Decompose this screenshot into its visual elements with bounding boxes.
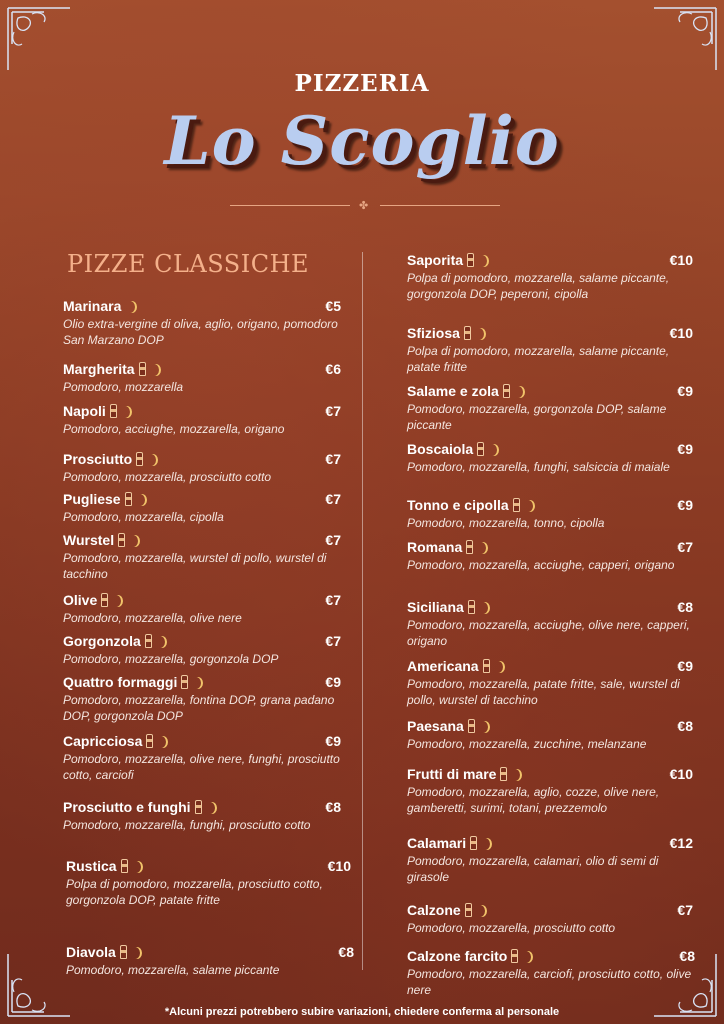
- menu-item-price: €7: [325, 403, 341, 419]
- corner-ornament-top-right: [650, 4, 720, 74]
- bottle-icon: [181, 675, 188, 689]
- menu-item-name: Olive: [63, 592, 98, 608]
- menu-item-name: Pugliese: [63, 491, 121, 507]
- diamond-icon: ✤: [359, 200, 369, 212]
- menu-item-description: Polpa di pomodoro, mozzarella, salame piccante, gorgonzola DOP, peperoni, cipolla: [407, 271, 670, 301]
- corner-ornament-top-left: [4, 4, 74, 74]
- menu-item-price: €9: [677, 441, 693, 457]
- menu-item-description: Pomodoro, mozzarella: [63, 380, 184, 394]
- menu-item-description: Pomodoro, mozzarella, funghi, prosciutto cotto: [63, 818, 311, 832]
- menu-item-price: €10: [669, 766, 693, 782]
- menu-item-description: Pomodoro, mozzarella, zucchine, melanzane: [407, 737, 647, 751]
- menu-item-name: Prosciutto e funghi: [63, 799, 191, 815]
- menu-item-price: €7: [325, 592, 341, 608]
- bottle-icon: [110, 404, 117, 418]
- menu-item-price: €9: [677, 383, 693, 399]
- menu-item: [63, 451, 341, 485]
- menu-item: [66, 858, 351, 908]
- crescent-icon: [149, 364, 158, 376]
- menu-item-price: €8: [677, 599, 693, 615]
- menu-item-name: Rustica: [66, 858, 117, 874]
- bottle-icon: [145, 634, 152, 648]
- menu-item: [407, 441, 693, 475]
- menu-item: [63, 361, 341, 395]
- menu-item-name: Calzone farcito: [407, 948, 508, 964]
- crescent-icon: [513, 386, 522, 398]
- menu-item-description: Pomodoro, mozzarella, salame piccante: [66, 963, 280, 977]
- crescent-icon: [475, 905, 484, 917]
- menu-item-description: Pomodoro, mozzarella, acciughe, olive nere, capperi, origano: [407, 618, 690, 648]
- brand-logo-name: Lo Scoglio: [164, 102, 560, 180]
- menu-item-price: €10: [669, 325, 693, 341]
- menu-item: [63, 403, 341, 437]
- menu-item-description: Polpa di pomodoro, mozzarella, prosciutto cotto, gorgonzola DOP, patate fritte: [66, 877, 323, 907]
- menu-item-description: Pomodoro, mozzarella, tonno, cipolla: [407, 516, 605, 530]
- menu-item-description: Polpa di pomodoro, mozzarella, salame piccante, patate fritte: [407, 344, 670, 374]
- menu-item-description: Pomodoro, mozzarella, aglio, cozze, olive nere, gamberetti, surimi, totani, prezzemolo: [407, 785, 660, 815]
- crescent-icon: [128, 535, 137, 547]
- menu-item-description: Pomodoro, acciughe, mozzarella, origano: [63, 422, 285, 436]
- menu-item-name: Salame e zola: [407, 383, 499, 399]
- crescent-icon: [131, 861, 140, 873]
- bottle-icon: [470, 836, 477, 850]
- crescent-icon: [130, 947, 139, 959]
- crescent-icon: [120, 406, 129, 418]
- menu-item-name: Siciliana: [407, 599, 464, 615]
- menu-item: [407, 383, 693, 433]
- crescent-icon: [111, 595, 120, 607]
- bottle-icon: [467, 253, 474, 267]
- menu-item-description: Pomodoro, mozzarella, patate fritte, sale, wurstel di pollo, wurstel di tacchino: [407, 677, 680, 707]
- bottle-icon: [500, 767, 507, 781]
- menu-item-price: €9: [677, 497, 693, 513]
- menu-item-description: Pomodoro, mozzarella, gorgonzola DOP: [63, 652, 279, 666]
- bottle-icon: [465, 903, 472, 917]
- menu-item: [63, 532, 341, 582]
- menu-item-price: €8: [338, 944, 354, 960]
- crescent-icon: [146, 454, 155, 466]
- menu-item: [63, 799, 341, 833]
- menu-item: [407, 948, 695, 998]
- menu-item-price: €10: [327, 858, 351, 874]
- menu-item-name: Americana: [407, 658, 479, 674]
- crescent-icon: [493, 661, 502, 673]
- bottle-icon: [118, 533, 125, 547]
- ornament-icon: [4, 4, 74, 74]
- menu-item-description: Pomodoro, mozzarella, gorgonzola DOP, salame piccante: [407, 402, 667, 432]
- menu-item-name: Quattro formaggi: [63, 674, 178, 690]
- menu-item-description: Pomodoro, mozzarella, cipolla: [63, 510, 224, 524]
- menu-item-description: Pomodoro, mozzarella, fontina DOP, grana padano DOP, gorgonzola DOP: [63, 693, 335, 723]
- crescent-icon: [156, 736, 165, 748]
- title-divider: [230, 200, 500, 212]
- menu-item-price: €8: [325, 799, 341, 815]
- bottle-icon: [477, 442, 484, 456]
- menu-item: [407, 599, 693, 649]
- menu-item-name: Gorgonzola: [63, 633, 141, 649]
- crescent-icon: [476, 542, 485, 554]
- brand-subtitle: PIZZERIA: [294, 70, 430, 97]
- menu-item-description: Pomodoro, mozzarella, carciofi, prosciutto cotto, olive nere: [407, 967, 692, 997]
- menu-item: [407, 497, 693, 531]
- menu-item: [66, 944, 354, 978]
- menu-item-name: Tonno e cipolla: [407, 497, 509, 513]
- bottle-icon: [120, 945, 127, 959]
- menu-item: [407, 325, 693, 375]
- crescent-icon: [523, 500, 532, 512]
- menu-item-name: Frutti di mare: [407, 766, 497, 782]
- menu-item-name: Boscaiola: [407, 441, 474, 457]
- crescent-icon: [135, 494, 144, 506]
- crescent-icon: [155, 636, 164, 648]
- menu-item: [63, 592, 341, 626]
- menu-item-price: €7: [325, 491, 341, 507]
- menu-item-price: €7: [325, 451, 341, 467]
- menu-item-name: Capricciosa: [63, 733, 143, 749]
- crescent-icon: [478, 721, 487, 733]
- section-title: PIZZE CLASSICHE: [67, 250, 310, 278]
- menu-item-price: €7: [325, 633, 341, 649]
- menu-item-description: Pomodoro, mozzarella, wurstel di pollo, wurstel di tacchino: [63, 551, 327, 581]
- bottle-icon: [466, 540, 473, 554]
- menu-item-price: €12: [669, 835, 693, 851]
- menu-item-name: Napoli: [63, 403, 106, 419]
- bottle-icon: [513, 498, 520, 512]
- menu-item-description: Pomodoro, mozzarella, olive nere: [63, 611, 242, 625]
- menu-item-price: €7: [325, 532, 341, 548]
- menu-item-price: €7: [677, 902, 693, 918]
- ornament-icon: [650, 4, 720, 74]
- crescent-icon: [205, 802, 214, 814]
- menu-item: [407, 902, 693, 936]
- menu-item: [407, 539, 693, 573]
- menu-item-price: €10: [669, 252, 693, 268]
- menu-item-name: Paesana: [407, 718, 464, 734]
- menu-item-description: Pomodoro, mozzarella, funghi, salsiccia di maiale: [407, 460, 670, 474]
- menu-item-name: Saporita: [407, 252, 464, 268]
- menu-item-name: Prosciutto: [63, 451, 133, 467]
- menu-item-description: Pomodoro, mozzarella, prosciutto cotto: [407, 921, 616, 935]
- menu-item-description: Pomodoro, mozzarella, prosciutto cotto: [63, 470, 272, 484]
- bottle-icon: [136, 452, 143, 466]
- menu-item-price: €5: [325, 298, 341, 314]
- bottle-icon: [468, 600, 475, 614]
- bottle-icon: [139, 362, 146, 376]
- menu-item-name: Sfiziosa: [407, 325, 460, 341]
- crescent-icon: [521, 951, 530, 963]
- menu-item: [407, 718, 693, 752]
- crescent-icon: [191, 677, 200, 689]
- bottle-icon: [146, 734, 153, 748]
- bottle-icon: [121, 859, 128, 873]
- bottle-icon: [483, 659, 490, 673]
- bottle-icon: [101, 593, 108, 607]
- menu-item: [63, 491, 341, 525]
- menu-item: [63, 298, 341, 348]
- column-divider: [362, 252, 363, 970]
- menu-item-price: €9: [325, 733, 341, 749]
- menu-item-description: Olio extra-vergine di oliva, aglio, origano, pomodoro San Marzano DOP: [63, 317, 338, 347]
- menu-item: [63, 633, 341, 667]
- menu-item-description: Pomodoro, mozzarella, calamari, olio di semi di girasole: [407, 854, 659, 884]
- crescent-icon: [474, 328, 483, 340]
- bottle-icon: [195, 800, 202, 814]
- crescent-icon: [125, 301, 134, 313]
- crescent-icon: [480, 838, 489, 850]
- bottle-icon: [464, 326, 471, 340]
- menu-item-price: €8: [679, 948, 695, 964]
- menu-item-name: Wurstel: [63, 532, 115, 548]
- menu-item: [407, 252, 693, 302]
- menu-item: [407, 766, 693, 816]
- menu-item-name: Romana: [407, 539, 463, 555]
- bottle-icon: [503, 384, 510, 398]
- menu-item-price: €9: [325, 674, 341, 690]
- crescent-icon: [477, 255, 486, 267]
- menu-item: [407, 658, 693, 708]
- menu-item: [63, 733, 341, 783]
- menu-item: [63, 674, 341, 724]
- menu-item-name: Marinara: [63, 298, 122, 314]
- menu-item-name: Diavola: [66, 944, 116, 960]
- crescent-icon: [510, 769, 519, 781]
- menu-item-description: Pomodoro, mozzarella, acciughe, capperi, origano: [407, 558, 675, 572]
- menu-item-price: €9: [677, 658, 693, 674]
- menu-item-price: €6: [325, 361, 341, 377]
- bottle-icon: [468, 719, 475, 733]
- footer-note: *Alcuni prezzi potrebbero subire variazioni, chiedere conferma al personale: [164, 1006, 560, 1018]
- bottle-icon: [511, 949, 518, 963]
- menu-item-name: Calamari: [407, 835, 467, 851]
- menu-item-name: Calzone: [407, 902, 461, 918]
- crescent-icon: [487, 444, 496, 456]
- menu-item-description: Pomodoro, mozzarella, olive nere, funghi, prosciutto cotto, carciofi: [63, 752, 340, 782]
- menu-item-price: €7: [677, 539, 693, 555]
- menu-item: [407, 835, 693, 885]
- menu-item-price: €8: [677, 718, 693, 734]
- bottle-icon: [125, 492, 132, 506]
- menu-item-name: Margherita: [63, 361, 135, 377]
- crescent-icon: [478, 602, 487, 614]
